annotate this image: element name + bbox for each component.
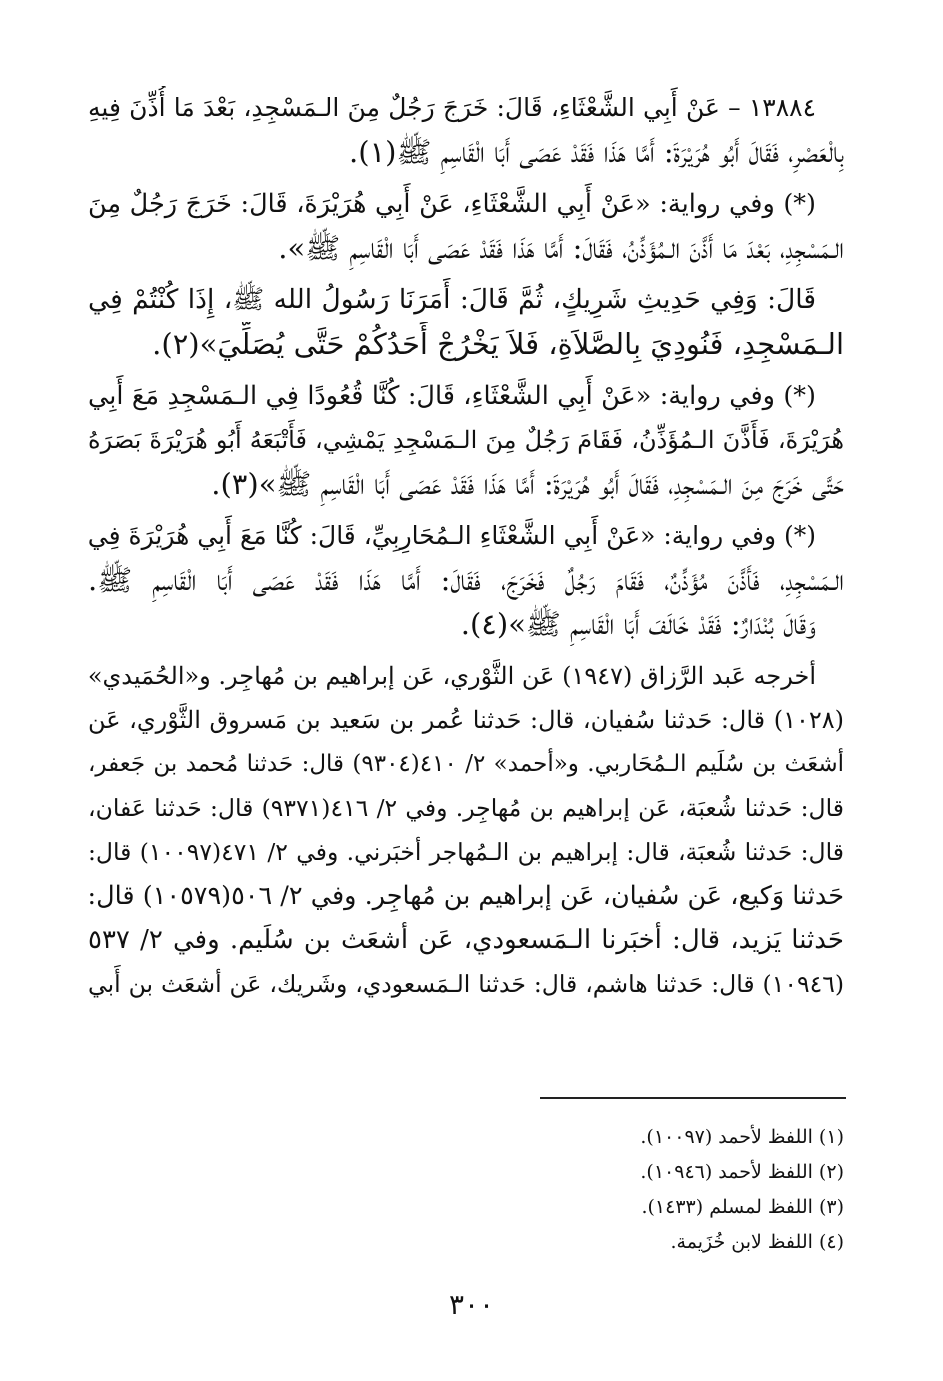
footnote-4: (٤) اللفظ لابن خُزَيمة. <box>670 1231 844 1253</box>
riwaya-line: الـمَسْجِدِ، فَأَذَّنَ مُؤَذِّنٌ، فَقَامَ رَجُلٌ فَخَرَجَ، فَقَالَ: أَمَّا هَذَا فَقَدْ عَصَى أَبَا الْقَاسِمِ ﷺ. <box>88 563 844 597</box>
riwaya-line: الـمَسْجِدِ، بَعْدَ مَا أَذَّنَ الـمُؤَذِّنُ، فَقَالَ: أَمَّا هَذَا فَقَدْ عَصَى أَبَا الْقَاسِمِ ﷺ». <box>278 231 844 265</box>
riwaya-paragraph <box>88 514 844 646</box>
takhrij-line: (١٠٩٤٦) قال: حَدثنا هاشم، قال: حَدثنا الـمَسعودي، وشَريك، عَن أشعَث بن أَبي <box>88 970 844 998</box>
riwaya-line: (*) وفي رواية: «عَنْ أَبِي الشَّعْثَاءِ، قَالَ: كُنَّا قُعُودًا فِي الـمَسْجِدِ مَعَ أَبِي <box>88 381 816 411</box>
takhrij-line: أخرجه عَبد الرَّزاق (١٩٤٧) عَن الثَّوْري، عَن إبراهيم بن مُهاجِر. و«الحُمَيدي» <box>88 662 816 690</box>
takhrij-line: أشعَث بن سُلَيم الـمُحَاربي. و«أحمد» ٢/ ٤١٠(٩٣٠٤) قال: حَدثنا مُحمد بن جَعفر، <box>88 751 844 777</box>
takhrij-line: حَدثنا يَزيد، قال: أخبَرنا الـمَسعودي، عَن أشعَث بن سُلَيم. وفي ٢/ ٥٣٧ <box>88 925 844 955</box>
footnotes <box>344 1120 844 1260</box>
riwaya-line: هُرَيْرَةَ، فَأَذَّنَ الـمُؤَذِّنُ، فَقَامَ رَجُلٌ مِنَ الـمَسْجِدِ يَمْشِي، فَأَتْبَعَهُ أَبُو هُرَيْرَةَ بَصَرَهُ <box>88 426 844 454</box>
footnote-2: (٢) اللفظ لأحمد (١٠٩٤٦). <box>640 1161 844 1183</box>
footnote-3: (٣) اللفظ لمسلم (١٤٣٣). <box>641 1196 844 1218</box>
riwaya-paragraph <box>88 374 844 506</box>
takhrij-line: حَدثنا وَكيع، عَن سُفيان، عَن إبراهيم بن مُهاجِر. وفي ٢/ ٥٠٦(١٠٥٧٩) قال: <box>88 881 844 911</box>
qala-paragraph <box>88 278 844 366</box>
qala-line: قَالَ: وَفِي حَدِيثِ شَرِيكٍ، ثُمَّ قَالَ: أَمَرَنَا رَسُولُ الله ﷺ، إِذَا كُنْتُمْ فِي <box>88 284 816 315</box>
page-body <box>88 86 844 1014</box>
riwaya-line: (*) وفي رواية: «عَنْ أَبِي الشَّعْثَاءِ، عَنْ أَبِي هُرَيْرَةَ، قَالَ: خَرَجَ رَجُلٌ مِنَ <box>88 189 816 219</box>
hadith-13884 <box>88 86 844 174</box>
takhrij-paragraph <box>88 654 844 1006</box>
qala-line: الـمَسْجِدِ، فَنُودِيَ بِالصَّلاَةِ، فَلاَ يَخْرُجْ أَحَدُكُمْ حَتَّى يُصَلِّيَ»(٢). <box>152 327 844 361</box>
riwaya-line: وَقَالَ بُنْدَارٌ: فَقَدْ خَالَفَ أَبَا الْقَاسِمِ ﷺ»(٤). <box>460 607 816 641</box>
page-number: ٣٠٠ <box>448 1288 495 1321</box>
riwaya-line: (*) وفي رواية: «عَنْ أَبِي الشَّعْثَاءِ الـمُحَارِبِيِّ، قَالَ: كُنَّا مَعَ أَبِي هُرَيْرَةَ فِي <box>88 521 816 550</box>
takhrij-line: (١٠٢٨) قال: حَدثنا سُفيان، قال: حَدثنا عُمر بن سَعيد بن مَسروق الثَّوْري، عَن <box>88 706 844 734</box>
takhrij-line: قال: حَدثنا شُعبَة، قال: إبراهيم بن الـمُهاجر أخبَرني. وفي ٢/ ٤٧١(١٠٠٩٧) قال: <box>88 838 844 866</box>
footnote-divider <box>540 1097 846 1099</box>
riwaya-line: حَتَّى خَرَجَ مِنَ الـمَسْجِدِ، فَقَالَ أَبُو هُرَيْرَةَ: أَمَّا هَذَا فَقَدْ عَصَى أَبَا الْقَاسِمِ ﷺ»(٣). <box>211 467 844 501</box>
riwaya-paragraph <box>88 182 844 270</box>
footnote-1: (١) اللفظ لأحمد (١٠٠٩٧). <box>640 1126 844 1148</box>
takhrij-line: قال: حَدثنا شُعبَة، عَن إبراهيم بن مُهاجِر. وفي ٢/ ٤١٦(٩٣٧١) قال: حَدثنا عَفان، <box>88 794 844 822</box>
hadith-line: ١٣٨٨٤ – عَنْ أَبِي الشَّعْثَاءِ، قَالَ: خَرَجَ رَجُلٌ مِنَ الـمَسْجِدِ، بَعْدَ مَا أُذِّنَ فِيهِ <box>88 93 816 122</box>
hadith-line: بِالْعَصْرِ، فَقَالَ أَبُو هُرَيْرَةَ: أَمَّا هَذَا فَقَدْ عَصَى أَبَا الْقَاسِمِ ﷺ(١). <box>349 135 844 169</box>
